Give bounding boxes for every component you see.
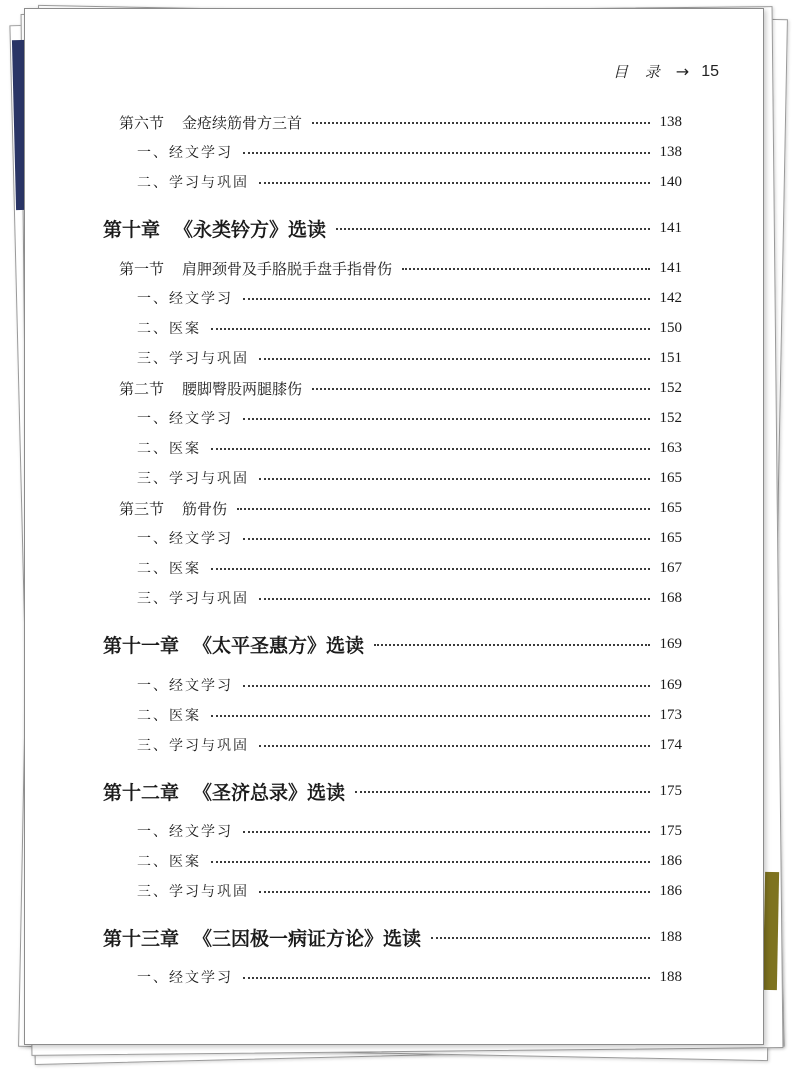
toc-item-entry[interactable]	[137, 347, 682, 369]
toc-item-entry[interactable]	[137, 467, 682, 489]
dot-leader	[312, 387, 650, 390]
dot-leader	[312, 121, 650, 124]
dot-leader	[243, 976, 650, 979]
toc-item-entry[interactable]	[137, 141, 682, 163]
toc-entry-number: 第十二章	[103, 781, 180, 804]
toc-entry-label	[103, 215, 326, 242]
toc-page-number: 186	[659, 882, 682, 899]
dot-leader	[243, 537, 650, 540]
toc-entry-label: 一、经文学习	[137, 970, 233, 986]
dot-leader	[431, 936, 650, 939]
toc-entry-title: 腰脚臀股两腿膝伤	[182, 379, 303, 398]
toc-entry-label: 一、经文学习	[137, 145, 233, 161]
dot-leader	[259, 181, 650, 184]
dot-leader	[211, 860, 650, 863]
toc-entry-label	[119, 498, 227, 519]
dot-leader	[259, 597, 650, 600]
toc-page-number: 150	[659, 319, 682, 336]
toc-entry-label: 三、学习与巩固	[137, 351, 249, 367]
toc-page-number: 163	[659, 439, 682, 456]
toc-chapter-entry[interactable]	[103, 922, 682, 952]
toc-entry-label	[103, 924, 421, 951]
toc-entry-title: 《圣济总录》选读	[193, 781, 346, 804]
dot-leader	[336, 227, 650, 230]
table-of-contents	[25, 9, 763, 1044]
toc-section-entry[interactable]	[119, 377, 682, 399]
toc-item-entry[interactable]	[137, 820, 682, 842]
toc-page-number: 152	[659, 379, 682, 396]
toc-entry-label: 二、医案	[137, 854, 201, 870]
header-page-number: 15	[701, 62, 719, 80]
dot-leader	[402, 267, 650, 270]
toc-item-entry[interactable]	[137, 171, 682, 193]
toc-item-entry[interactable]	[137, 880, 682, 902]
dot-leader	[237, 507, 650, 510]
toc-entry-label: 二、医案	[137, 561, 201, 577]
toc-page-number: 141	[659, 259, 682, 276]
toc-page-number: 138	[659, 113, 682, 130]
toc-page-number: 141	[659, 219, 682, 236]
toc-page-number: 140	[659, 173, 682, 190]
book-page	[24, 8, 764, 1045]
toc-page-number: 165	[659, 469, 682, 486]
toc-entry-label: 三、学习与巩固	[137, 884, 249, 900]
toc-item-entry[interactable]	[137, 966, 682, 988]
toc-item-entry[interactable]	[137, 734, 682, 756]
toc-page-number: 168	[659, 589, 682, 606]
toc-item-entry[interactable]	[137, 557, 682, 579]
toc-item-entry[interactable]	[137, 317, 682, 339]
dot-leader	[211, 327, 650, 330]
toc-entry-label: 三、学习与巩固	[137, 591, 249, 607]
toc-entry-number: 第六节	[119, 113, 165, 132]
dot-leader	[243, 684, 650, 687]
toc-page-number: 167	[659, 559, 682, 576]
toc-page-number: 165	[659, 529, 682, 546]
toc-item-entry[interactable]	[137, 407, 682, 429]
toc-entry-number: 第十一章	[103, 634, 180, 657]
dot-leader	[211, 714, 650, 717]
toc-entry-label	[103, 778, 345, 805]
toc-page-number: 169	[659, 676, 682, 693]
toc-entry-number: 第三节	[119, 499, 165, 518]
cover-edge-olive	[763, 872, 779, 990]
toc-entry-title: 《永类钤方》选读	[174, 218, 327, 241]
arrow-right-icon: →	[675, 62, 690, 81]
toc-chapter-entry[interactable]	[103, 629, 682, 659]
toc-chapter-entry[interactable]	[103, 213, 682, 243]
toc-entry-title: 《三因极一病证方论》选读	[193, 927, 422, 950]
toc-page-number: 173	[659, 706, 682, 723]
toc-entry-number: 第十章	[103, 218, 161, 241]
toc-entry-title: 《太平圣惠方》选读	[193, 634, 365, 657]
toc-entry-title: 筋骨伤	[182, 499, 228, 518]
toc-entry-title: 金疮续筋骨方三首	[182, 113, 303, 132]
toc-page-number: 188	[659, 968, 682, 985]
toc-page-number: 174	[659, 736, 682, 753]
dot-leader	[211, 567, 650, 570]
dot-leader	[259, 744, 650, 747]
toc-entry-number: 第一节	[119, 259, 165, 278]
toc-entry-label	[103, 631, 364, 658]
toc-entry-label: 一、经文学习	[137, 411, 233, 427]
toc-page-number: 188	[659, 928, 682, 945]
toc-entry-label: 二、学习与巩固	[137, 175, 249, 191]
toc-entry-label: 一、经文学习	[137, 531, 233, 547]
toc-item-entry[interactable]	[137, 704, 682, 726]
dot-leader	[355, 790, 650, 793]
toc-chapter-entry[interactable]	[103, 776, 682, 806]
toc-page-number: 186	[659, 852, 682, 869]
toc-page-number: 175	[659, 822, 682, 839]
toc-page-number: 169	[659, 635, 682, 652]
toc-section-entry[interactable]	[119, 111, 682, 133]
dot-leader	[211, 447, 650, 450]
toc-entry-label: 二、医案	[137, 441, 201, 457]
toc-page-number: 138	[659, 143, 682, 160]
toc-entry-label: 三、学习与巩固	[137, 471, 249, 487]
toc-item-entry[interactable]	[137, 437, 682, 459]
toc-entry-label: 二、医案	[137, 708, 201, 724]
dot-leader	[243, 830, 650, 833]
toc-page-number: 151	[659, 349, 682, 366]
dot-leader	[243, 417, 650, 420]
toc-entry-number: 第十三章	[103, 927, 180, 950]
dot-leader	[243, 151, 650, 154]
dot-leader	[243, 297, 650, 300]
dot-leader	[259, 890, 650, 893]
toc-page-number: 165	[659, 499, 682, 516]
toc-item-entry[interactable]	[137, 527, 682, 549]
toc-section-entry[interactable]	[119, 497, 682, 519]
toc-entry-label: 一、经文学习	[137, 824, 233, 840]
toc-entry-number: 第二节	[119, 379, 165, 398]
toc-entry-label	[119, 112, 302, 133]
toc-entry-label	[119, 378, 302, 399]
toc-item-entry[interactable]	[137, 850, 682, 872]
toc-entry-label: 一、经文学习	[137, 291, 233, 307]
toc-entry-label: 一、经文学习	[137, 678, 233, 694]
toc-page-number: 152	[659, 409, 682, 426]
toc-item-entry[interactable]	[137, 587, 682, 609]
dot-leader	[259, 477, 650, 480]
dot-leader	[374, 643, 650, 646]
toc-item-entry[interactable]	[137, 674, 682, 696]
toc-entry-label: 二、医案	[137, 321, 201, 337]
dot-leader	[259, 357, 650, 360]
header-title: 目 录	[613, 63, 666, 81]
toc-page-number: 175	[659, 782, 682, 799]
toc-entry-label	[119, 258, 392, 279]
toc-entry-title: 肩胛颈骨及手胳脱手盘手指骨伤	[182, 259, 393, 278]
toc-item-entry[interactable]	[137, 287, 682, 309]
toc-entry-label: 三、学习与巩固	[137, 738, 249, 754]
toc-page-number: 142	[659, 289, 682, 306]
toc-section-entry[interactable]	[119, 257, 682, 279]
